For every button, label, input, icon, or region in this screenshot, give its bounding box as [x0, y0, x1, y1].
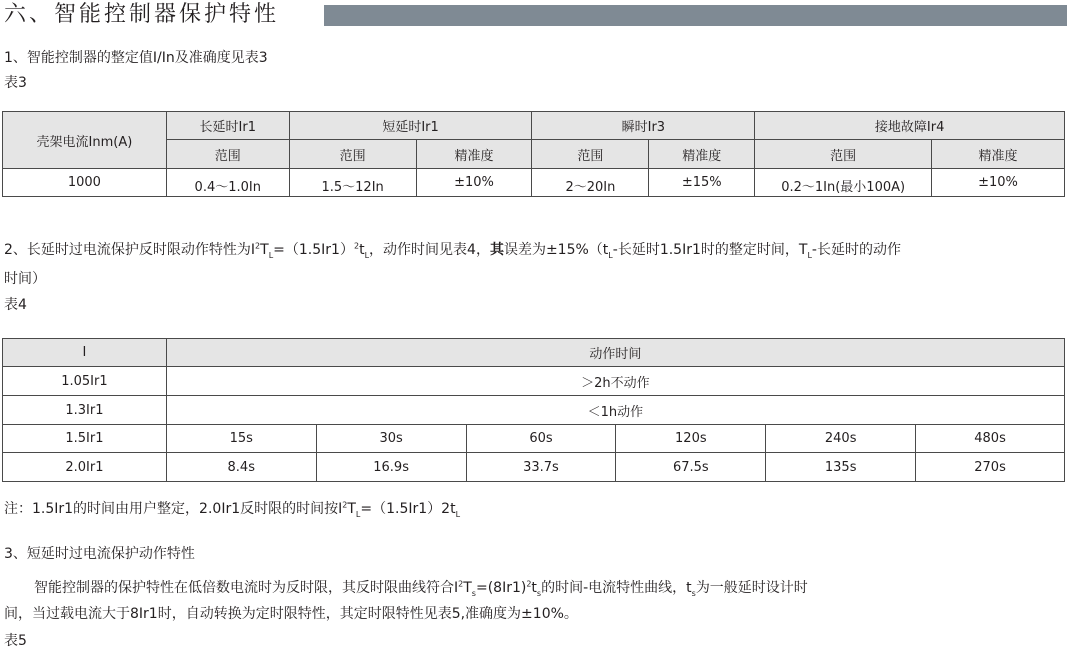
group-short-delay: 短延时Ir1: [289, 112, 532, 140]
time-cell: 30s: [316, 425, 466, 453]
inst-accuracy-value: ±15%: [649, 169, 755, 197]
row-span-value: ＞2h不动作: [166, 367, 1064, 396]
time-cell: 120s: [616, 425, 766, 453]
row-i: 2.0Ir1: [3, 453, 167, 482]
table4-label: 表4: [4, 297, 27, 313]
long-range-value: 0.4～1.0In: [166, 169, 289, 197]
time-cell: 15s: [166, 425, 316, 453]
table3: [2, 111, 1065, 197]
table4: [2, 338, 1065, 482]
accuracy-header: 精准度: [416, 140, 532, 169]
section1-text: 1、智能控制器的整定值I/In及准确度见表3: [4, 50, 268, 66]
time-cell: 480s: [916, 425, 1065, 453]
range-header: 范围: [166, 140, 289, 169]
range-header: 范围: [532, 140, 649, 169]
time-cell: 8.4s: [166, 453, 316, 482]
section2-text: 2、长延时过电流保护反时限动作特性为$I^2T_L=(1.5Ir1)^2t_L$，动作时间见表4，其误差为$\pm 15\%(t_L-$长延时1.5Ir1时的整定时间，$T_L-$长延时的动作: [4, 241, 901, 260]
time-cell: 270s: [916, 453, 1065, 482]
time-cell: 33.7s: [466, 453, 616, 482]
frame-value: 1000: [3, 169, 167, 197]
accuracy-header: 精准度: [649, 140, 755, 169]
time-cell: 135s: [766, 453, 916, 482]
short-accuracy-value: ±10%: [416, 169, 532, 197]
section3-para-line1: 智能控制器的保护特性在低倍数电流时为反时限，其反时限曲线符合$I^2T_s=(8Ir1)^2t_s$的时间-电流特性曲线，$t_s$为一般延时设计时: [34, 579, 808, 598]
row-span-value: ＜1h动作: [166, 396, 1064, 425]
accuracy-header: 精准度: [932, 140, 1065, 169]
col-i-header: I: [3, 339, 167, 367]
short-range-value: 1.5～12In: [289, 169, 416, 197]
range-header: 范围: [755, 140, 932, 169]
group-long-delay: 长延时Ir1: [166, 112, 289, 140]
col-time-header: 动作时间: [166, 339, 1064, 367]
section2-text-cont: 时间）: [4, 271, 46, 287]
ground-range-value: 0.2～1In(最小100A): [755, 169, 932, 197]
group-ground-fault: 接地故障Ir4: [755, 112, 1065, 140]
section3-para-line2: 间，当过载电流大于8Ir1时，自动转换为定时限特性，其定时限特性见表5,准确度为±10%。: [4, 606, 578, 622]
time-cell: 67.5s: [616, 453, 766, 482]
row-i: 1.5Ir1: [3, 425, 167, 453]
section3-title: 3、短延时过电流保护动作特性: [4, 546, 195, 562]
section-heading: 六、智能控制器保护特性: [4, 2, 280, 27]
group-instant: 瞬时Ir3: [532, 112, 755, 140]
time-cell: 60s: [466, 425, 616, 453]
heading-bar: [324, 5, 1067, 26]
ground-accuracy-value: ±10%: [932, 169, 1065, 197]
table5-label: 表5: [4, 633, 27, 649]
note-text: 注：1.5Ir1的时间由用户整定，2.0Ir1反时限的时间按$I^2T_L=(1.5Ir1)2t_L$: [4, 500, 461, 519]
frame-current-header: 壳架电流Inm(A): [3, 112, 167, 169]
row-i: 1.3Ir1: [3, 396, 167, 425]
table3-label: 表3: [4, 75, 27, 91]
time-cell: 240s: [766, 425, 916, 453]
time-cell: 16.9s: [316, 453, 466, 482]
row-i: 1.05Ir1: [3, 367, 167, 396]
range-header: 范围: [289, 140, 416, 169]
inst-range-value: 2～20In: [532, 169, 649, 197]
